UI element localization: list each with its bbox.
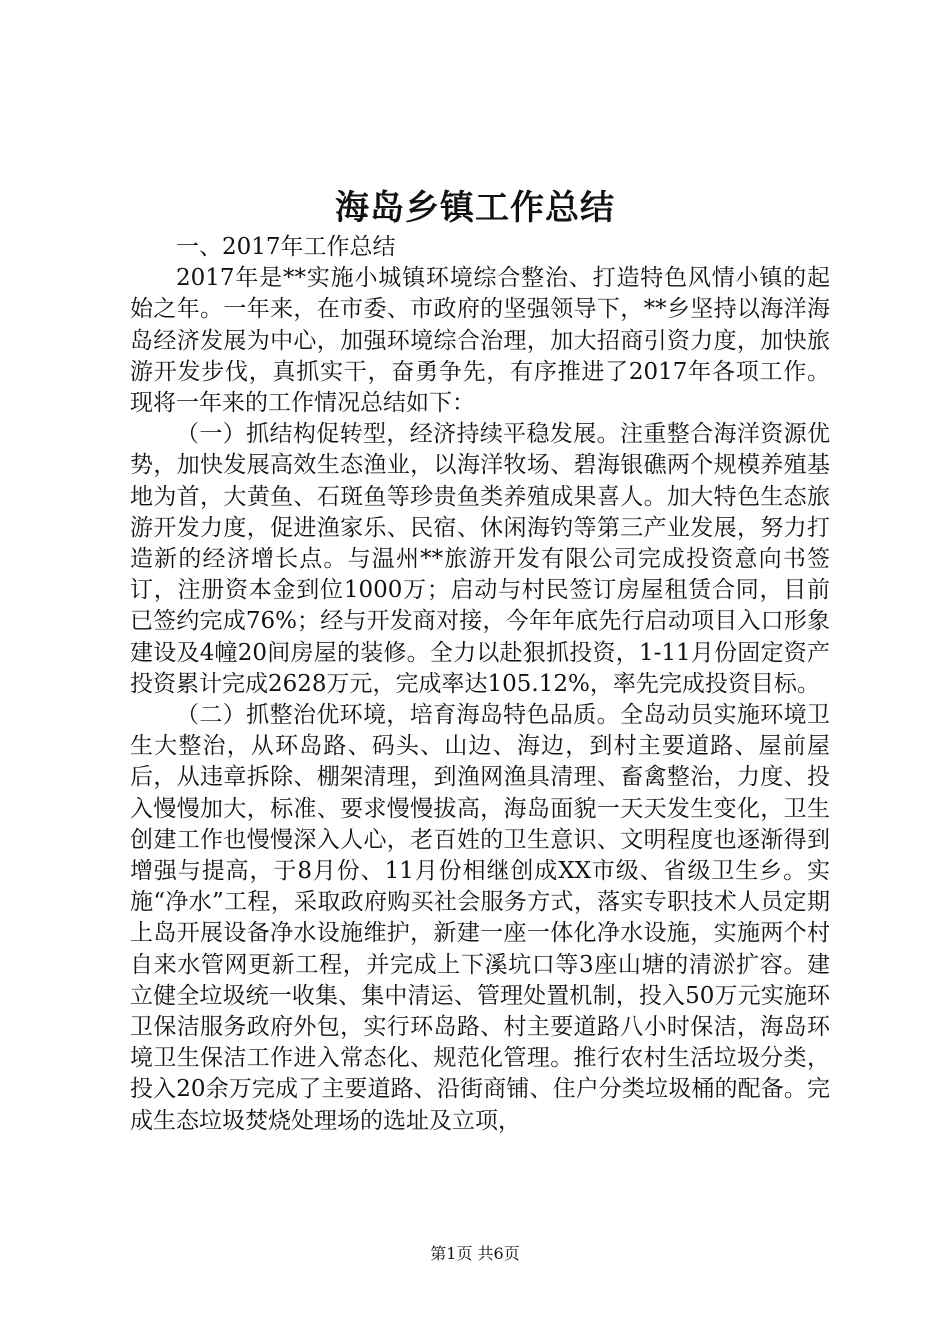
paragraph-intro: 2017年是**实施小城镇环境综合整治、打造特色风情小镇的起始之年。一年来，在市委、市政府的坚强领导下，**乡坚持以海洋海岛经济发展为中心，加强环境综合治理，加大招商引资力度，加快旅游开发步伐，真抓实干，奋勇争先，有序推进了2017年各项工作。现将一年来的工作情况总结如下： xyxy=(130,265,830,417)
section-heading: 一、2017年工作总结 xyxy=(176,234,396,260)
document-title: 海岛乡镇工作总结 xyxy=(335,188,615,228)
paragraph-environment: （二）抓整治优环境，培育海岛特色品质。全岛动员实施环境卫生大整治，从环岛路、码头、山边、海边，到村主要道路、屋前屋后，从违章拆除、棚架清理，到渔网渔具清理、畜禽整治，力度、投入慢慢加大，标准、要求慢慢拔高，海岛面貌一天天发生变化，卫生创建工作也慢慢深入人心，老百姓的卫生意识、文明程度也逐渐得到增强与提高，于8月份、11月份相继创成XX市级、省级卫生乡。实施“净水”工程，采取政府购买社会服务方式，落实专职技术人员定期上岛开展设备净水设施维护，新建一座一体化净水设施，实施两个村自来水管网更新工程，并完成上下溪坑口等3座山塘的清淤扩容。建立健全垃圾统一收集、集中清运、管理处置机制，投入50万元实施环卫保洁服务政府外包，实行环岛路、村主要道路八小时保洁，海岛环境卫生保洁工作进入常态化、规范化管理。推行农村生活垃圾分类，投入20余万完成了主要道路、沿街商铺、住户分类垃圾桶的配备。完成生态垃圾焚烧处理场的选址及立项， xyxy=(130,702,830,1134)
paragraph-economy: （一）抓结构促转型，经济持续平稳发展。注重整合海洋资源优势，加快发展高效生态渔业，以海洋牧场、碧海银礁两个规模养殖基地为首，大黄鱼、石斑鱼等珍贵鱼类养殖成果喜人。加大特色生态旅游开发力度，促进渔家乐、民宿、休闲海钓等第三产业发展，努力打造新的经济增长点。与温州**旅游开发有限公司完成投资意向书签订，注册资本金到位1000万；启动与村民签订房屋租赁合同，目前已签约完成76%；经与开发商对接，今年年底先行启动项目入口形象建设及4幢20间房屋的装修。全力以赴狠抓投资，1-11月份固定资产投资累计完成2628万元，完成率达105.12%，率先完成投资目标。 xyxy=(130,421,830,697)
page-number: 第1页 共6页 xyxy=(430,1244,520,1263)
document-body xyxy=(130,232,830,1137)
